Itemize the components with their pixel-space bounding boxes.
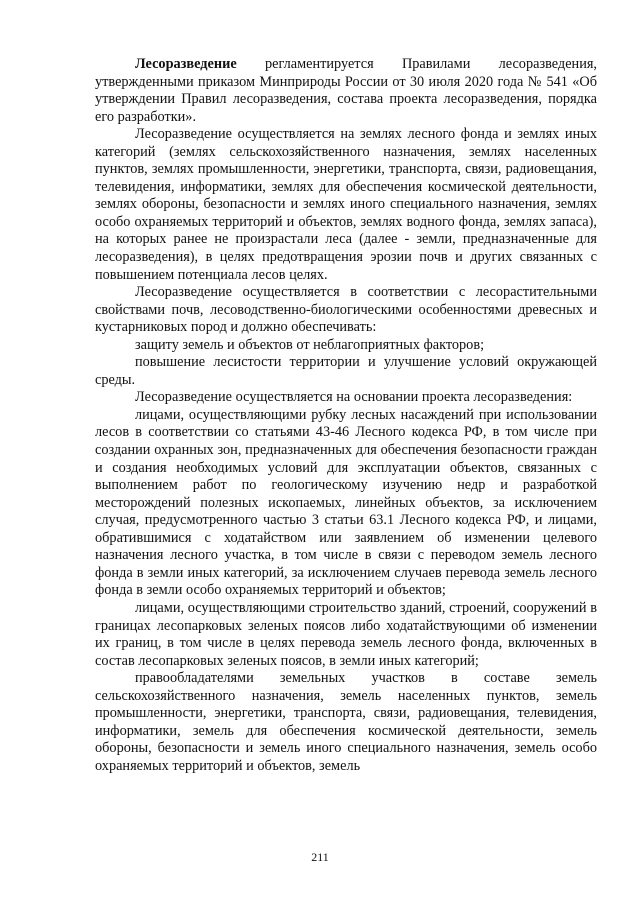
body-text bbox=[95, 56, 597, 775]
paragraph: Лесоразведение осуществляется на основании проекта лесоразведения: bbox=[135, 389, 573, 406]
intro-text: регламентируется Правилами лесоразведения, утвержденными приказом Минприроды России от 30 июля 2020 года № 541 «Об утверждении Правил лесоразведения, состава проекта лесоразведения, порядка его разработки». bbox=[95, 56, 597, 125]
paragraph: Лесоразведение осуществляется на землях лесного фонда и землях иных категорий (землях сельскохозяйственного назначения, землях населенных пунктов, землях промышленности, энергетики, транспорта, связи, радиовещания, телевидения, информатики, землях для обеспечения космической деятельности, землях обороны, безопасности и землях иного специального назначения, землях особо охраняемых территорий и объектов, землях водного фонда, землях запаса), на которых ранее не произрастали леса (далее - земли, предназначенные для лесоразведения), в целях предотвращения эрозии почв и других связанных с повышением потенциала лесов целях. bbox=[95, 126, 597, 283]
paragraph: Лесоразведение осуществляется в соответствии с лесорастительными свойствами почв, лесоводственно-биологическими особенностями древесных и кустарниковых пород и должно обеспечивать: bbox=[95, 284, 597, 336]
paragraph: лицами, осуществляющими рубку лесных насаждений при использовании лесов в соответствии со статьями 43-46 Лесного кодекса РФ, в том числе при создании охранных зон, предназначенных для обеспечения безопасности граждан и создания необходимых условий для эксплуатации объектов, связанных с выполнением работ по геологическому изучению недр и разработкой месторождений полезных ископаемых, линейных объектов, за исключением случая, предусмотренного частью 3 статьи 63.1 Лесного кодекса РФ, и лицами, обратившимися с ходатайством или заявлением об изменении целевого назначения лесного участка, в том числе в связи с переводом земель лесного фонда в земли иных категорий, за исключением случаев перевода земель лесного фонда в земли особо охраняемых территорий и объектов; bbox=[95, 406, 597, 599]
paragraph: лицами, осуществляющими строительство зданий, строений, сооружений в границах лесопарковых зеленых поясов либо ходатайствующими об изменении их границ, в том числе в целях перевода земель лесного фонда, включенных в состав лесопарковых зеленых поясов, в земли иных категорий; bbox=[95, 599, 597, 669]
paragraph: правообладателями земельных участков в составе земель сельскохозяйственного назначения, земель населенных пунктов, земель промышленности, энергетики, транспорта, связи, радиовещания, телевидения, информатики, земель для обеспечения космической деятельности, земель обороны, безопасности и земель иного специального назначения, земель особо охраняемых территорий и объектов, земель bbox=[95, 670, 597, 774]
lead-term: Лесоразведение bbox=[135, 56, 237, 72]
page-number: 211 bbox=[311, 850, 329, 864]
paragraph: повышение лесистости территории и улучшение условий окружающей среды. bbox=[95, 354, 597, 388]
paragraph-intro bbox=[95, 56, 597, 126]
paragraph: защиту земель и объектов от неблагоприятных факторов; bbox=[135, 336, 485, 353]
